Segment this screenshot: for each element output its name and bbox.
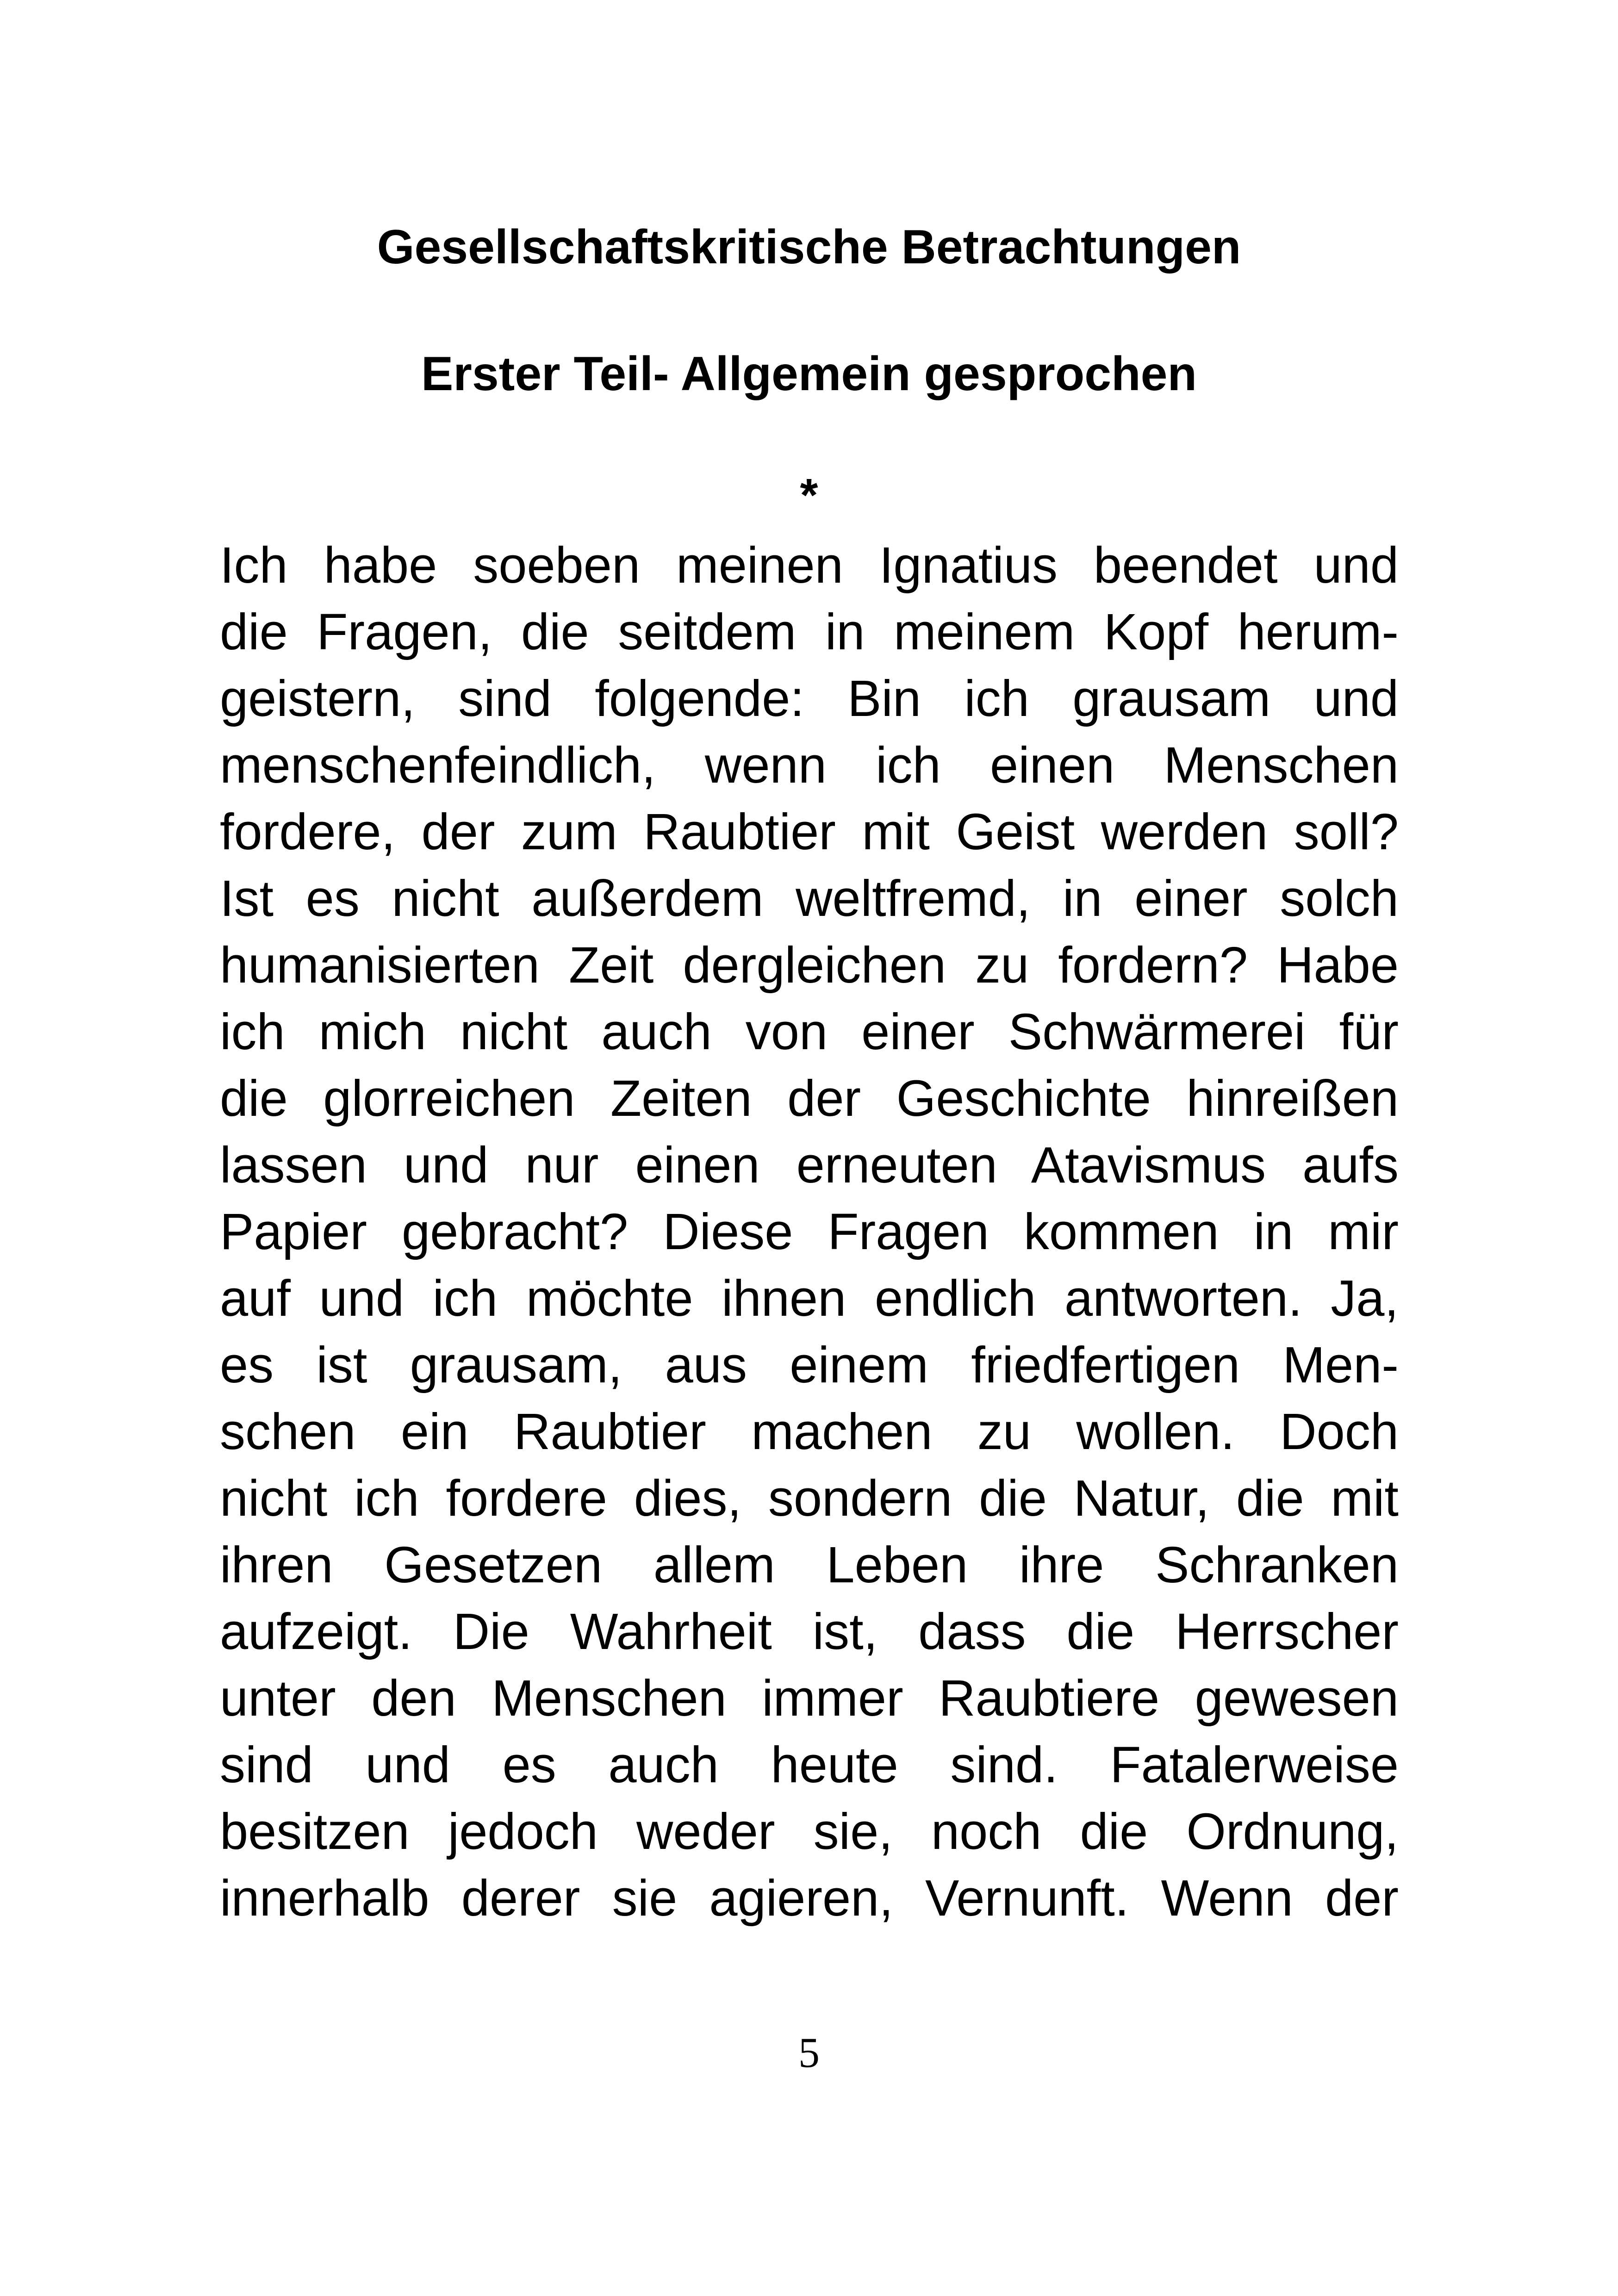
text-line: die Fragen, die seitdem in meinem Kopf herum-	[220, 604, 1399, 660]
text-line: fordere, der zum Raubtier mit Geist werden soll?	[220, 803, 1399, 860]
text-line: besitzen jedoch weder sie, noch die Ordnung,	[220, 1803, 1399, 1860]
text-line: innerhalb derer sie agieren, Vernunft. Wenn der	[220, 1870, 1399, 1927]
text-line: geistern, sind folgende: Bin ich grausam und	[220, 670, 1399, 727]
text-line: nicht ich fordere dies, sondern die Natur, die mit	[220, 1470, 1399, 1527]
text-line: auf und ich möchte ihnen endlich antworten. Ja,	[220, 1270, 1399, 1327]
text-line: menschenfeindlich, wenn ich einen Menschen	[220, 737, 1399, 794]
body-paragraph	[220, 532, 1399, 1932]
text-line: ich mich nicht auch von einer Schwärmerei für	[220, 1003, 1399, 1060]
text-line: die glorreichen Zeiten der Geschichte hinreißen	[220, 1070, 1399, 1127]
document-title: Gesellschaftskritische Betrachtungen	[377, 220, 1241, 274]
text-line: Papier gebracht? Diese Fragen kommen in mir	[220, 1203, 1399, 1260]
text-line: unter den Menschen immer Raubtiere gewesen	[220, 1670, 1399, 1727]
document-subtitle: Erster Teil- Allgemein gesprochen	[421, 347, 1197, 401]
text-line: schen ein Raubtier machen zu wollen. Doch	[220, 1403, 1399, 1460]
text-line: aufzeigt. Die Wahrheit ist, dass die Herrscher	[220, 1603, 1399, 1660]
text-line: Ich habe soeben meinen Ignatius beendet und	[220, 537, 1399, 594]
text-line: sind und es auch heute sind. Fatalerweise	[220, 1736, 1399, 1793]
text-line: ihren Gesetzen allem Leben ihre Schranken	[220, 1537, 1399, 1593]
text-line: humanisierten Zeit dergleichen zu fordern? Habe	[220, 937, 1399, 994]
text-line: lassen und nur einen erneuten Atavismus aufs	[220, 1137, 1399, 1194]
page-number: 5	[798, 2029, 820, 2076]
text-line: Ist es nicht außerdem weltfremd, in einer solch	[220, 870, 1399, 927]
section-separator: *	[800, 469, 818, 521]
text-line: es ist grausam, aus einem friedfertigen Men-	[220, 1337, 1399, 1394]
